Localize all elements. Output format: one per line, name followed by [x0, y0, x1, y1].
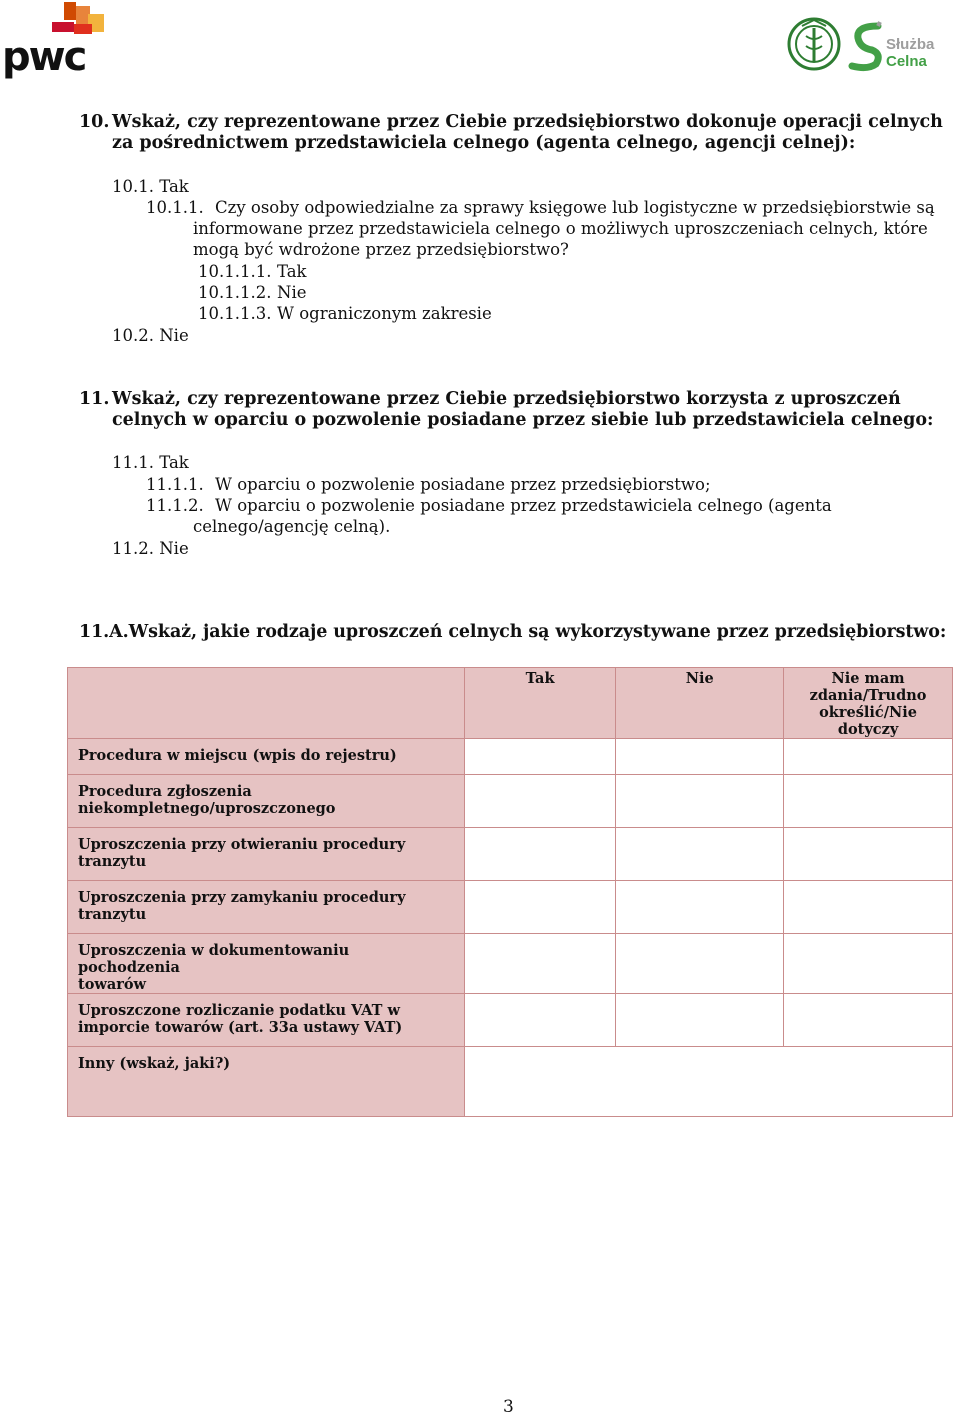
answer-cell-tak[interactable]: [464, 994, 616, 1047]
table-row: [68, 994, 953, 1047]
answer-cell-no-opinion[interactable]: [784, 881, 953, 934]
row-label-line: towarów: [78, 976, 147, 993]
customs-logo-text: [886, 36, 934, 70]
table-row: [68, 739, 953, 775]
row-label-line: Uproszczenia w dokumentowaniu pochodzenia: [78, 942, 350, 976]
row-label-line: tranzytu: [78, 853, 147, 870]
row-label: [68, 881, 465, 934]
customs-line1: Służba: [886, 36, 935, 53]
customs-emblem-icon: [784, 14, 844, 74]
table-corner-cell: [68, 668, 465, 739]
sub-10-1-1-option-2: [198, 282, 306, 303]
question-11a-title: 11.A.Wskaż, jakie rodzaje uproszczeń celnych są wykorzystywane przez przedsiębiorstwo:: [79, 622, 947, 642]
table-row: [68, 881, 953, 934]
sub-11-1-2-line2: celnego/agencję celną).: [193, 517, 391, 536]
answer-cell-nie[interactable]: [616, 934, 784, 994]
option-11-2: 11.2. Nie: [112, 539, 189, 558]
answer-cell-tak[interactable]: [464, 739, 616, 775]
row-label: [68, 934, 465, 994]
row-label-line: niekompletnego/uproszczonego: [78, 800, 336, 817]
sub-10-1-1-number: 10.1.1.: [146, 198, 204, 217]
sub-10-1-1-line3: mogą być wdrożone przez przedsiębiorstwo?: [193, 240, 569, 259]
column-header-tak: Tak: [464, 668, 616, 739]
answer-cell-nie[interactable]: [616, 994, 784, 1047]
table-row: [68, 828, 953, 881]
customs-logo: [784, 14, 944, 76]
option-10-2: 10.2. Nie: [112, 326, 189, 345]
page-number: 3: [503, 1397, 514, 1417]
sub-11-1-2-number: 11.1.2.: [146, 496, 204, 515]
answer-cell-tak[interactable]: [464, 934, 616, 994]
header3-line: określić/Nie: [819, 704, 917, 721]
sub-10-1-1-line2: informowane przez przedstawiciela celnego o możliwych uproszczeniach celnych, które: [193, 219, 928, 238]
sub-option-number: 10.1.1.3.: [198, 304, 272, 323]
answer-cell-no-opinion[interactable]: [784, 934, 953, 994]
row-label-line: Uproszczenia przy zamykaniu procedury: [78, 889, 406, 906]
answer-cell-nie[interactable]: [616, 775, 784, 828]
header3-line: dotyczy: [837, 721, 899, 738]
answer-cell-no-opinion[interactable]: [784, 775, 953, 828]
row-label: [68, 1047, 465, 1117]
question-10-text-line1: Wskaż, czy reprezentowane przez Ciebie przedsiębiorstwo dokonuje operacji celnych: [112, 112, 943, 132]
sub-option-number: 10.1.1.1.: [198, 262, 272, 281]
row-label: [68, 739, 465, 775]
customs-s-icon: [848, 20, 884, 72]
answer-cell-nie[interactable]: [616, 881, 784, 934]
sub-11-1-1-text: W oparciu o pozwolenie posiadane przez przedsiębiorstwo;: [215, 475, 711, 494]
sub-option-label: Nie: [277, 283, 307, 302]
question-10-number: 10.: [79, 112, 110, 132]
question-10-text-line2: za pośrednictwem przedstawiciela celnego (agenta celnego, agencji celnej):: [112, 133, 856, 153]
question-11-text-line2: celnych w oparciu o pozwolenie posiadane przez siebie lub przedstawiciela celnego:: [112, 410, 934, 430]
row-label-line: tranzytu: [78, 906, 147, 923]
customs-line2: Celna: [886, 53, 927, 70]
row-label: [68, 994, 465, 1047]
answer-cell-tak[interactable]: [464, 775, 616, 828]
answer-cell-no-opinion[interactable]: [784, 739, 953, 775]
row-label: [68, 775, 465, 828]
answer-cell-no-opinion[interactable]: [784, 994, 953, 1047]
row-label-line: Procedura zgłoszenia: [78, 783, 252, 800]
answer-cell-nie[interactable]: [616, 739, 784, 775]
pwc-logo-word: pwc: [2, 34, 86, 80]
option-11-1: 11.1. Tak: [112, 453, 189, 472]
simplifications-table: [67, 667, 953, 1117]
row-label-line: Uproszczone rozliczanie podatku VAT w: [78, 1002, 400, 1019]
question-11-text-line1: Wskaż, czy reprezentowane przez Ciebie przedsiębiorstwo korzysta z uproszczeń: [112, 389, 901, 409]
answer-cell-no-opinion[interactable]: [784, 828, 953, 881]
sub-option-label: W ograniczonym zakresie: [277, 304, 492, 323]
sub-option-label: Tak: [277, 262, 307, 281]
question-11-number: 11.: [79, 389, 110, 409]
table-header-row: [68, 668, 953, 739]
column-header-no-opinion: [784, 668, 953, 739]
sub-10-1-1-line1: Czy osoby odpowiedzialne za sprawy księgowe lub logistyczne w przedsiębiorstwie są: [215, 198, 935, 217]
pwc-logo: [0, 0, 110, 82]
table-row: [68, 775, 953, 828]
answer-cell-tak[interactable]: [464, 828, 616, 881]
sub-option-number: 10.1.1.2.: [198, 283, 272, 302]
row-label: [68, 828, 465, 881]
sub-10-1-1-option-3: [198, 303, 492, 324]
row-label-line: Inny (wskaż, jaki?): [78, 1055, 231, 1072]
option-10-1: 10.1. Tak: [112, 177, 189, 196]
row-label-line: imporcie towarów (art. 33a ustawy VAT): [78, 1019, 403, 1036]
table-row: [68, 1047, 953, 1117]
sub-10-1-1-option-1: [198, 261, 307, 282]
table-row: [68, 934, 953, 994]
row-label-line: Procedura w miejscu (wpis do rejestru): [78, 747, 397, 764]
row-label-line: Uproszczenia przy otwieraniu procedury: [78, 836, 406, 853]
answer-cell-other[interactable]: [464, 1047, 952, 1117]
header3-line: Nie mam: [831, 670, 905, 687]
column-header-nie: Nie: [616, 668, 784, 739]
sub-11-1-1-number: 11.1.1.: [146, 475, 204, 494]
sub-11-1-2-line1: W oparciu o pozwolenie posiadane przez przedstawiciela celnego (agenta: [215, 496, 832, 515]
answer-cell-nie[interactable]: [616, 828, 784, 881]
answer-cell-tak[interactable]: [464, 881, 616, 934]
header3-line: zdania/Trudno: [809, 687, 927, 704]
